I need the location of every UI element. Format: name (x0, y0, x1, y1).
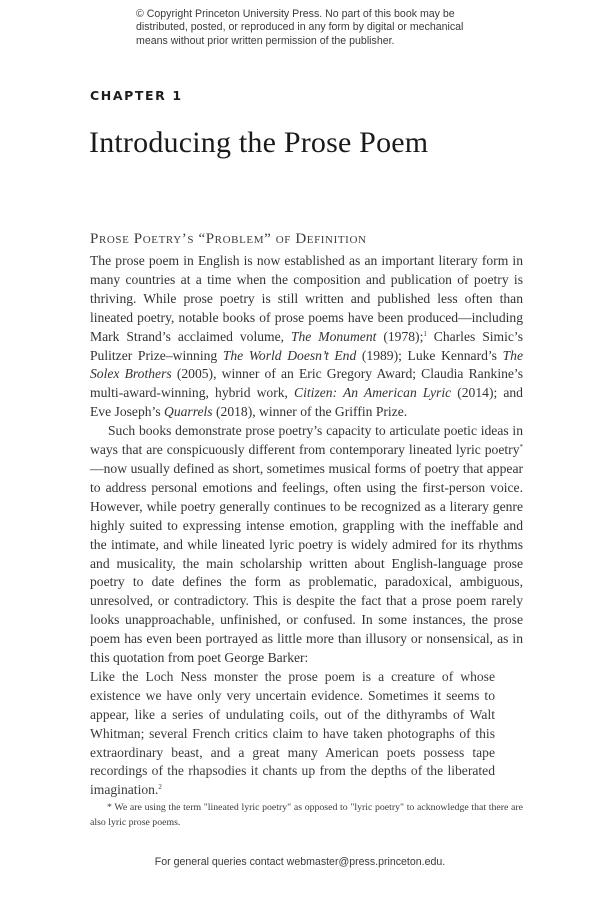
endnote-marker[interactable]: 1 (423, 329, 427, 338)
text-run: —now usually defined as short, sometimes musical forms of poetry that appear to address personal emotions and feelings, often using the first-person voice. However, while poetry generally continues to be recognized as a literary genre highly suited to expressing intense emotion, grappling with the ineffable and the intimate, and while lineated lyric poetry is widely admired for its rhythms and musicality, the main scholarship written about English-language prose poetry to date defines the form as problematic, paradoxical, ambiguous, unresolved, or contradictory. This is despite the fact that a prose poem rarely looks unapproachable, unfinished, or confused. In some instances, the prose poem has even been portrayed as little more than illusory or nonsensical, as in this quotation from poet George Barker: (90, 460, 523, 666)
book-title: The Monument (290, 328, 377, 344)
chapter-title: Introducing the Prose Poem (89, 126, 429, 159)
paragraph-1 (90, 252, 523, 422)
quote-text: Like the Loch Ness monster the prose poem is a creature of whose existence we have only very uncertain evidence. Sometimes it seems to appear, like a series of undulating coils, out of the dithyrambs of Walt Whitman; several French critics claim to have taken photographs of this extraordinary beast, and a great many American poets possess tape recordings of the rhapsodies it chants up from the depths of the liberated imagination. (90, 668, 495, 798)
text-run: (1978); (376, 328, 424, 344)
footer-contact: For general queries contact webmaster@press.princeton.edu. (154, 856, 446, 868)
paragraph-2 (90, 422, 523, 668)
footnote-text: We are using the term "lineated lyric poetry" as opposed to "lyric poetry" to acknowledge that there are also lyric prose poems. (90, 802, 523, 829)
book-title: Quarrels (164, 404, 213, 420)
footnote-mark: * (107, 802, 112, 814)
copyright-notice: © Copyright Princeton University Press. No part of this book may be distributed, posted, or reproduced in any form by digital or mechanical means without prior written permission of the publisher. (136, 8, 464, 47)
footnote (90, 800, 523, 830)
text-run: (2014); and Eve Joseph’s (90, 385, 523, 420)
book-title: The World Doesn’t End (222, 347, 357, 363)
book-title: The Solex Brothers (90, 347, 523, 382)
book-title: Citizen: An American Lyric (294, 385, 452, 401)
footnote-marker[interactable]: * (519, 443, 523, 452)
text-run: Charles Simic’s Pulitzer Prize–winning (90, 328, 523, 363)
section-heading: Prose Poetry’s “Problem” of Definition (90, 231, 367, 247)
text-run: (1989); Luke Kennard’s (356, 347, 503, 363)
text-run: (2005), winner of an Eric Gregory Award; Claudia Rankine’s multi-award-winning, hybrid work, (90, 366, 523, 401)
text-run: (2018), winner of the Griffin Prize. (212, 404, 408, 420)
block-quote (90, 668, 495, 800)
text-run: Such books demonstrate prose poetry’s capacity to articulate poetic ideas in ways that are conspicuously different from contemporary lineated lyric poetry (90, 423, 523, 458)
endnote-marker[interactable]: 2 (158, 783, 162, 792)
body-text (90, 252, 523, 830)
chapter-label: CHAPTER 1 (90, 88, 183, 103)
text-run: The prose poem in English is now established as an important literary form in many countries at a time when the composition and publication of poetry is thriving. While prose poetry is still written and published less often than lineated poetry, notable books of prose poems have been produced—including Mark Strand’s acclaimed volume, (90, 253, 523, 344)
